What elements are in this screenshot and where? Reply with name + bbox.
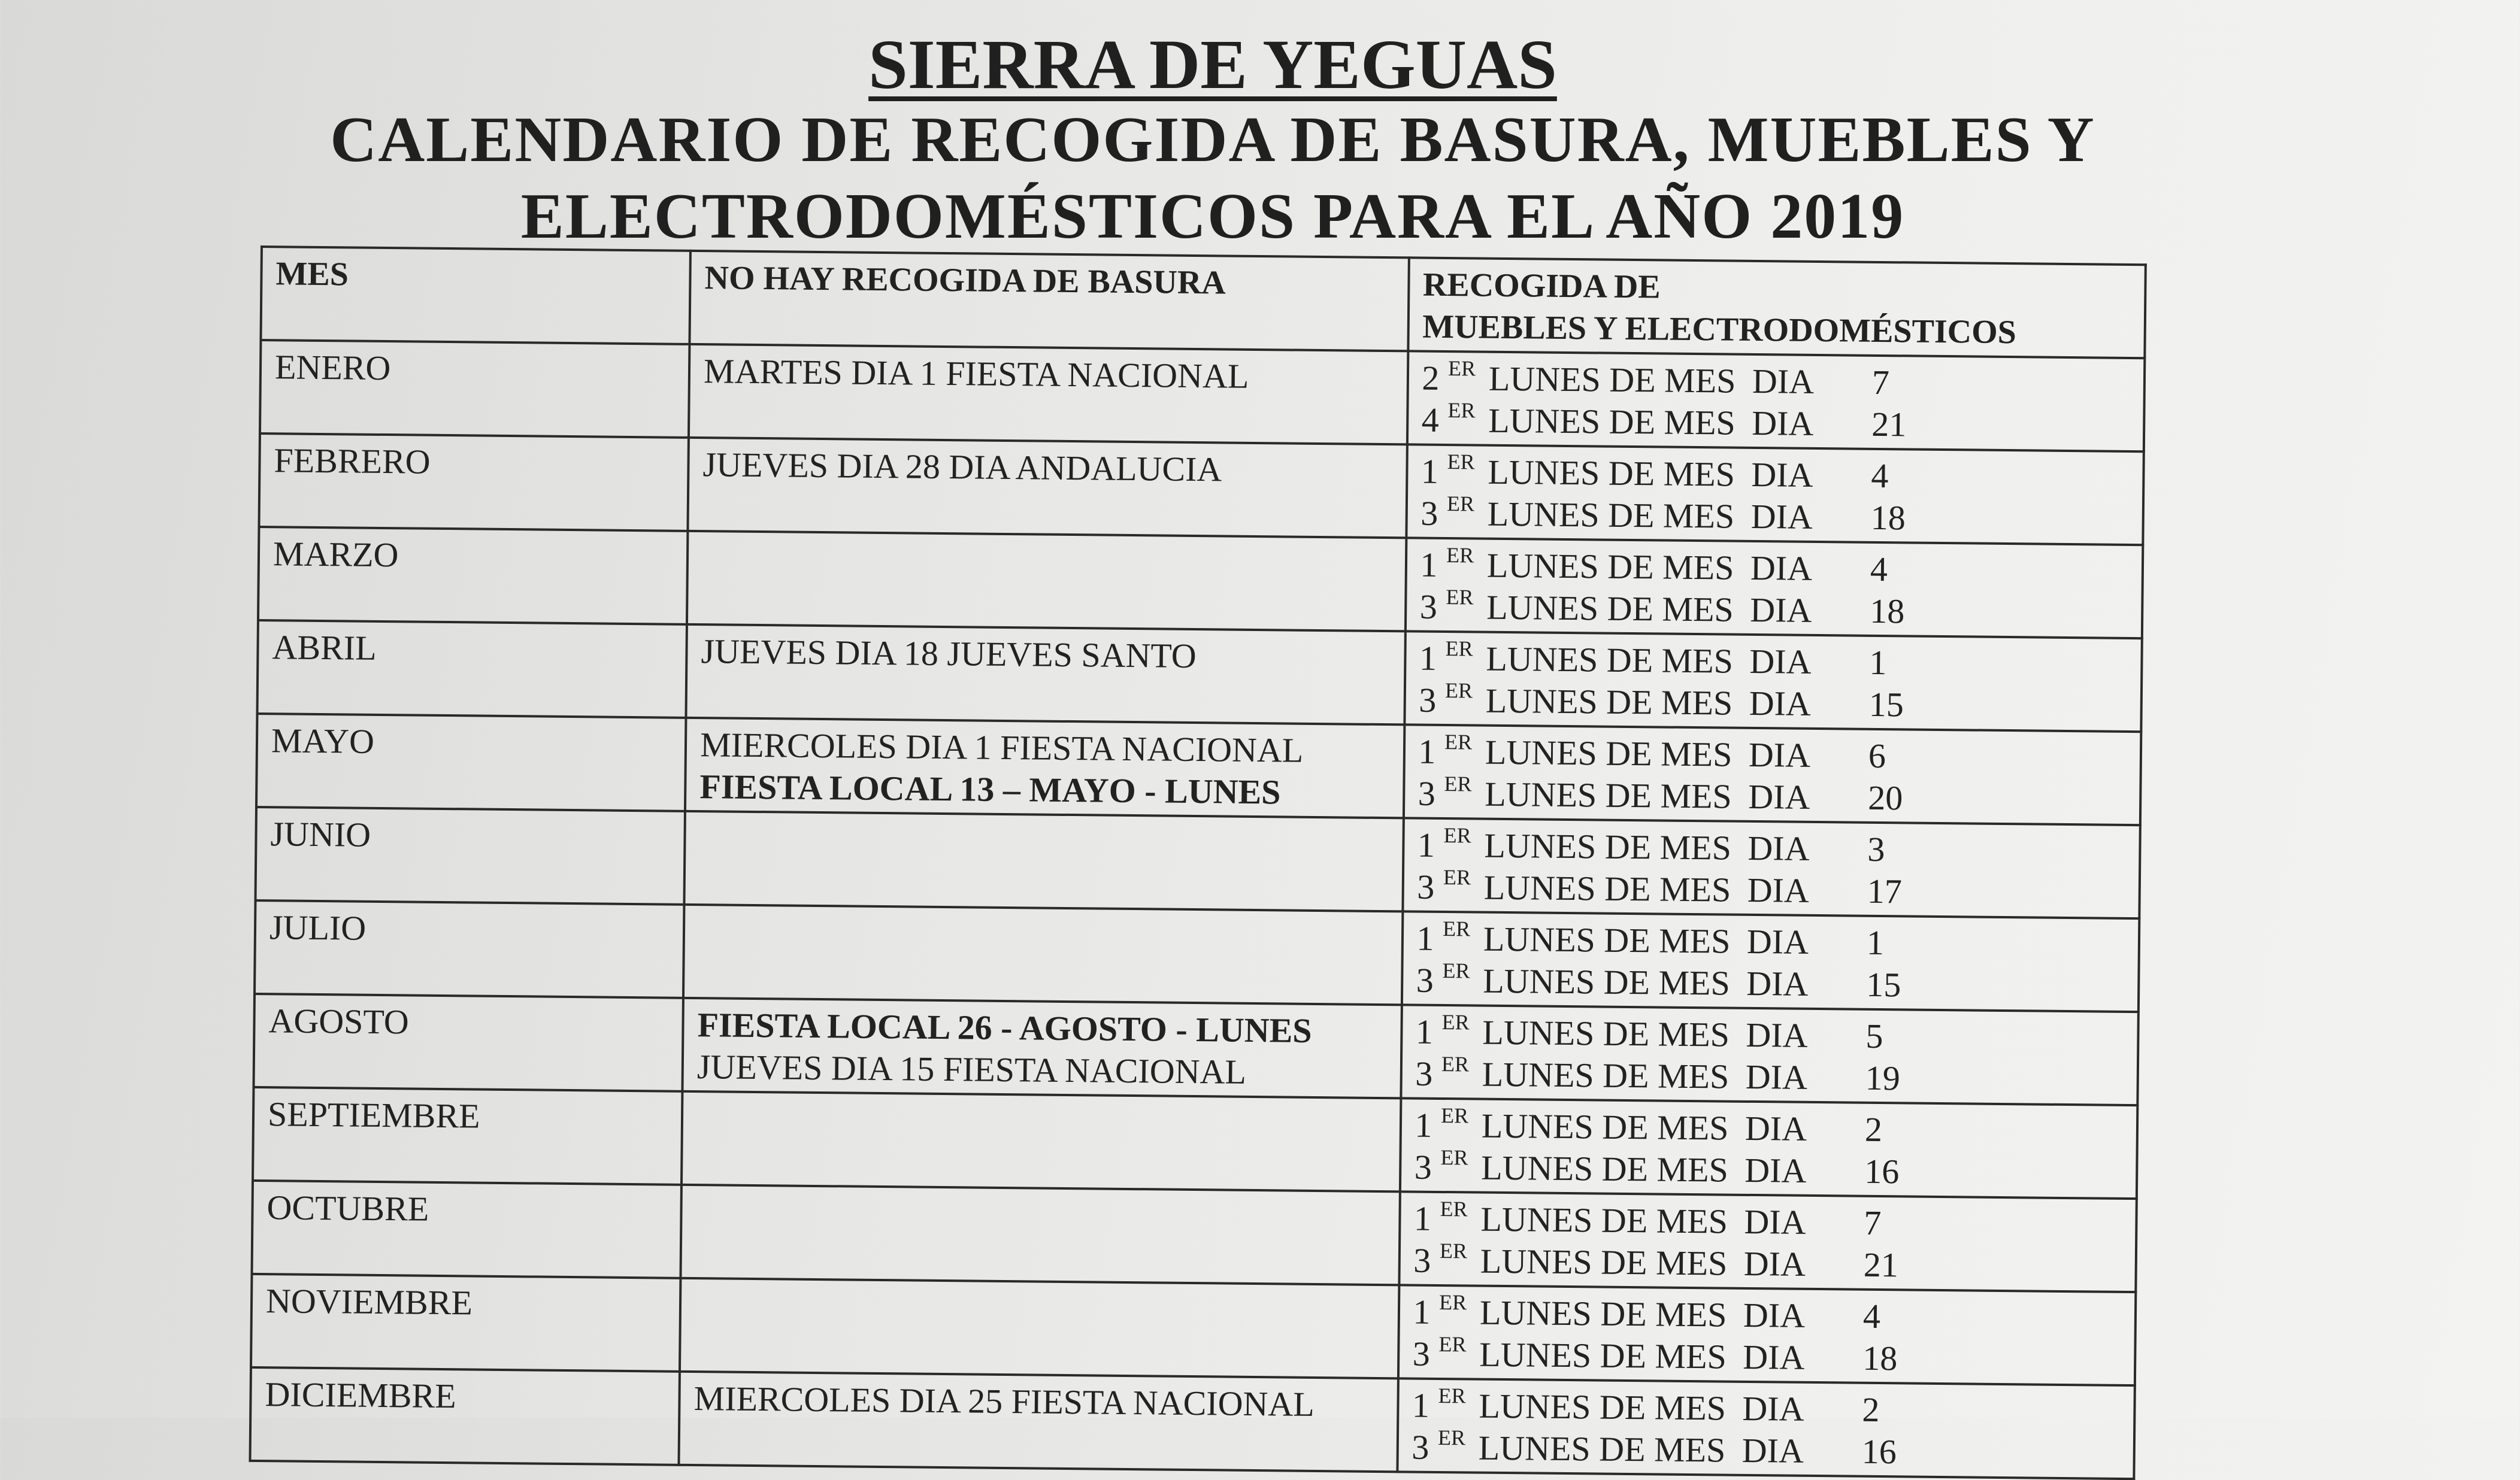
- holiday-note: JUEVES DIA 15 FIESTA NACIONAL: [696, 1047, 1247, 1091]
- pickup-line: [1418, 731, 2128, 780]
- month-name: MAYO: [271, 721, 375, 761]
- pickup-label: LUNES DE MES: [1483, 919, 1731, 961]
- pickup-day-number: 7: [1871, 362, 1890, 402]
- pickup-ordinal-number: 1: [1420, 451, 1439, 491]
- pickup-label: LUNES DE MES: [1488, 452, 1735, 494]
- pickup-label: LUNES DE MES: [1479, 1293, 1727, 1335]
- pickup-ordinal-suffix: ER: [1440, 1103, 1469, 1128]
- month-name: SEPTIEMBRE: [267, 1094, 480, 1136]
- pickup-ordinal-number: 3: [1418, 774, 1436, 813]
- pickup-ordinal: [1412, 1383, 1466, 1426]
- pickup-cell: [1403, 724, 2141, 825]
- pickup-dia-label: DIA: [1742, 1337, 1805, 1377]
- pickup-ordinal-number: 1: [1418, 732, 1436, 771]
- pickup-ordinal-number: 3: [1412, 1427, 1429, 1467]
- month-name: NOVIEMBRE: [265, 1281, 473, 1323]
- table-header-row: [261, 247, 2145, 358]
- table-row: [251, 1274, 2136, 1385]
- column-header-mes: [261, 247, 690, 344]
- pickup-ordinal: [1414, 1145, 1468, 1187]
- pickup-ordinal: [1415, 1051, 1470, 1094]
- pickup-line: [1416, 960, 2125, 1008]
- pickup-dia-label: DIA: [1751, 454, 1813, 495]
- pickup-dia-label: DIA: [1744, 1150, 1807, 1190]
- pickup-dia-label: DIA: [1744, 1108, 1807, 1148]
- table-row: [259, 433, 2143, 545]
- pickup-dia-label: DIA: [1749, 641, 1812, 681]
- pickup-ordinal-number: 1: [1412, 1385, 1430, 1425]
- pickup-day-number: 17: [1867, 871, 1903, 911]
- pickup-ordinal: [1419, 587, 1473, 627]
- pickup-line: [1413, 1240, 2123, 1288]
- month-name-cell: [259, 433, 689, 531]
- pickup-dia-label: DIA: [1746, 963, 1809, 1003]
- pickup-label: LUNES DE MES: [1479, 1335, 1727, 1376]
- month-name: JUNIO: [270, 814, 371, 854]
- pickup-label: LUNES DE MES: [1488, 401, 1736, 442]
- no-collection-cell: [688, 438, 1407, 538]
- pickup-line: [1419, 680, 2128, 728]
- column-header-mes-label: MES: [275, 255, 349, 293]
- pickup-ordinal-suffix: ER: [1437, 1425, 1466, 1450]
- pickup-dia-label: DIA: [1745, 1057, 1808, 1097]
- local-holiday-note: FIESTA LOCAL 26 - AGOSTO - LUNES: [697, 1005, 1312, 1050]
- month-name-cell: [257, 620, 687, 718]
- pickup-day-number: 21: [1863, 1245, 1899, 1285]
- pickup-ordinal-number: 1: [1417, 825, 1435, 865]
- pickup-ordinal-number: 1: [1413, 1199, 1432, 1238]
- pickup-ordinal-suffix: ER: [1442, 917, 1471, 941]
- pickup-line: [1415, 1105, 2124, 1153]
- holiday-note: JUEVES DIA 28 DIA ANDALUCIA: [702, 445, 1222, 489]
- pickup-ordinal-number: 4: [1421, 400, 1440, 439]
- pickup-day-number: 5: [1865, 1016, 1883, 1056]
- pickup-dia-label: DIA: [1752, 361, 1815, 401]
- pickup-label: LUNES DE MES: [1487, 494, 1735, 536]
- pickup-ordinal-suffix: ER: [1438, 1332, 1467, 1357]
- pickup-ordinal-suffix: ER: [1446, 492, 1475, 516]
- pickup-line: [1413, 1291, 2122, 1340]
- pickup-day-number: 18: [1869, 591, 1905, 631]
- pickup-day-number: 15: [1865, 965, 1901, 1005]
- pickup-ordinal-number: 3: [1412, 1334, 1431, 1373]
- pickup-ordinal: [1420, 494, 1474, 533]
- pickup-ordinal-suffix: ER: [1446, 585, 1474, 609]
- pickup-ordinal: [1416, 961, 1470, 1000]
- pickup-line: [1418, 773, 2127, 821]
- pickup-ordinal-suffix: ER: [1444, 730, 1473, 754]
- pickup-label: LUNES DE MES: [1482, 1012, 1730, 1054]
- pickup-ordinal: [1413, 1196, 1468, 1239]
- pickup-day-number: 19: [1865, 1058, 1901, 1098]
- pickup-line: [1419, 638, 2129, 686]
- pickup-day-number: 20: [1867, 778, 1903, 818]
- pickup-day-number: 6: [1868, 736, 1886, 776]
- month-name: DICIEMBRE: [265, 1375, 456, 1416]
- month-name: AGOSTO: [268, 1001, 410, 1042]
- pickup-ordinal-number: 3: [1413, 1241, 1431, 1280]
- table-row: [255, 900, 2139, 1012]
- pickup-line: [1412, 1385, 2122, 1433]
- pickup-ordinal: [1420, 545, 1474, 585]
- pickup-line: [1419, 586, 2129, 635]
- pickup-ordinal-number: 3: [1420, 493, 1438, 533]
- month-name: OCTUBRE: [266, 1188, 429, 1229]
- pickup-line: [1416, 918, 2126, 966]
- pickup-ordinal: [1419, 636, 1473, 678]
- table-row: [253, 1087, 2137, 1199]
- pickup-line: [1414, 1147, 2124, 1195]
- pickup-day-number: 4: [1871, 456, 1889, 496]
- pickup-label: LUNES DE MES: [1485, 774, 1732, 816]
- pickup-ordinal-suffix: ER: [1446, 543, 1474, 568]
- table-row: [250, 1367, 2135, 1479]
- pickup-ordinal-number: 1: [1419, 638, 1437, 678]
- month-name-cell: [260, 340, 690, 438]
- pickup-dia-label: DIA: [1742, 1388, 1804, 1429]
- pickup-dia-label: DIA: [1747, 777, 1810, 817]
- pickup-dia-label: DIA: [1744, 1202, 1806, 1242]
- pickup-label: LUNES DE MES: [1486, 639, 1734, 681]
- pickup-dia-label: DIA: [1743, 1244, 1806, 1284]
- pickup-dia-label: DIA: [1750, 496, 1813, 536]
- month-name-cell: [254, 994, 684, 1091]
- pickup-ordinal-number: 1: [1413, 1292, 1431, 1332]
- pickup-dia-label: DIA: [1748, 735, 1811, 775]
- pickup-day-number: 16: [1864, 1151, 1900, 1191]
- pickup-cell: [1407, 351, 2145, 451]
- table-row: [252, 1181, 2137, 1292]
- pickup-line: [1412, 1427, 2121, 1475]
- pickup-ordinal-suffix: ER: [1444, 678, 1473, 703]
- pickup-ordinal: [1413, 1290, 1467, 1332]
- pickup-dia-label: DIA: [1746, 921, 1809, 962]
- pickup-ordinal: [1418, 732, 1472, 772]
- pickup-day-number: 16: [1861, 1432, 1897, 1472]
- pickup-line: [1416, 1011, 2125, 1060]
- pickup-ordinal-number: 1: [1420, 545, 1438, 584]
- pickup-cell: [1399, 1191, 2137, 1292]
- pickup-cell: [1400, 1098, 2137, 1199]
- month-name-cell: [255, 807, 685, 905]
- no-collection-cell: [682, 1091, 1401, 1192]
- pickup-ordinal-suffix: ER: [1443, 823, 1471, 848]
- pickup-ordinal-suffix: ER: [1447, 356, 1476, 381]
- pickup-ordinal: [1421, 398, 1476, 440]
- pickup-ordinal-suffix: ER: [1440, 1145, 1468, 1170]
- pickup-cell: [1398, 1285, 2136, 1385]
- pickup-ordinal-number: 1: [1415, 1012, 1434, 1051]
- month-name-cell: [258, 527, 688, 624]
- pickup-cell: [1403, 818, 2140, 918]
- pickup-ordinal: [1418, 678, 1473, 720]
- pickup-ordinal-suffix: ER: [1439, 1238, 1468, 1263]
- table-row: [258, 527, 2143, 638]
- table-row: [257, 620, 2142, 732]
- pickup-ordinal-suffix: ER: [1445, 636, 1473, 661]
- pickup-day-number: 4: [1862, 1296, 1881, 1336]
- pickup-ordinal: [1422, 356, 1476, 398]
- pickup-cell: [1405, 538, 2143, 638]
- pickup-ordinal-suffix: ER: [1447, 398, 1476, 423]
- pickup-day-number: 1: [1866, 923, 1885, 963]
- pickup-label: LUNES DE MES: [1488, 359, 1736, 401]
- no-collection-cell: [686, 624, 1406, 725]
- month-name-cell: [256, 714, 686, 811]
- column-header-no-recogida-label: NO HAY RECOGIDA DE BASURA: [704, 259, 1226, 302]
- pickup-ordinal-number: 1: [1416, 918, 1434, 958]
- pickup-ordinal-number: 1: [1415, 1105, 1432, 1145]
- month-name: ABRIL: [272, 627, 377, 668]
- pickup-dia-label: DIA: [1750, 548, 1813, 588]
- pickup-label: LUNES DE MES: [1486, 545, 1734, 587]
- pickup-line: [1417, 866, 2127, 915]
- month-name: JULIO: [269, 908, 367, 948]
- table-row: [255, 807, 2140, 918]
- pickup-dia-label: DIA: [1741, 1430, 1804, 1470]
- pickup-line: [1418, 824, 2127, 873]
- pickup-ordinal-number: 3: [1416, 867, 1435, 906]
- month-name-cell: [253, 1087, 683, 1185]
- pickup-label: LUNES DE MES: [1485, 732, 1732, 774]
- pickup-ordinal: [1415, 1103, 1469, 1145]
- pickup-ordinal-suffix: ER: [1440, 1196, 1468, 1221]
- holiday-note: MARTES DIA 1 FIESTA NACIONAL: [703, 351, 1249, 396]
- pickup-label: LUNES DE MES: [1482, 1054, 1730, 1096]
- pickup-dia-label: DIA: [1747, 870, 1810, 910]
- pickup-dia-label: DIA: [1747, 828, 1810, 868]
- pickup-label: LUNES DE MES: [1483, 961, 1731, 1003]
- pickup-label: LUNES DE MES: [1484, 826, 1732, 868]
- pickup-label: LUNES DE MES: [1481, 1148, 1729, 1190]
- pickup-ordinal-suffix: ER: [1444, 772, 1472, 796]
- table-row: [254, 994, 2139, 1105]
- pickup-ordinal-suffix: ER: [1438, 1290, 1467, 1315]
- pickup-ordinal: [1413, 1238, 1468, 1281]
- pickup-ordinal: [1416, 919, 1470, 959]
- pickup-label: LUNES DE MES: [1479, 1386, 1727, 1428]
- holiday-note: JUEVES DIA 18 JUEVES SANTO: [701, 632, 1197, 676]
- pickup-day-number: 2: [1862, 1390, 1880, 1430]
- holiday-note: MIERCOLES DIA 1 FIESTA NACIONAL: [699, 725, 1304, 770]
- month-name: FEBRERO: [274, 441, 431, 481]
- pickup-label: LUNES DE MES: [1480, 1241, 1728, 1283]
- no-collection-cell: [679, 1372, 1398, 1472]
- pickup-ordinal: [1412, 1425, 1466, 1467]
- no-collection-cell: [687, 531, 1406, 632]
- pickup-label: LUNES DE MES: [1483, 868, 1731, 909]
- pickup-ordinal: [1417, 823, 1471, 865]
- column-header-no-recogida: [690, 251, 1409, 351]
- pickup-ordinal: [1421, 452, 1475, 492]
- pickup-line: [1421, 399, 2131, 448]
- pickup-label: LUNES DE MES: [1486, 587, 1734, 629]
- pickup-ordinal: [1418, 774, 1471, 814]
- pickup-label: LUNES DE MES: [1480, 1199, 1728, 1241]
- pickup-label: LUNES DE MES: [1485, 681, 1733, 723]
- month-name-cell: [250, 1367, 680, 1465]
- local-holiday-note: FIESTA LOCAL 13 – MAYO - LUNES: [699, 767, 1281, 812]
- table-body: [250, 340, 2145, 1479]
- pickup-dia-label: DIA: [1743, 1295, 1806, 1335]
- pickup-day-number: 2: [1864, 1109, 1883, 1150]
- no-collection-cell: [683, 998, 1402, 1099]
- pickup-ordinal-suffix: ER: [1441, 1009, 1470, 1035]
- pickup-ordinal-suffix: ER: [1441, 1051, 1470, 1076]
- pickup-line: [1415, 1053, 2125, 1102]
- pickup-ordinal-number: 3: [1416, 960, 1434, 1000]
- document-title-line-2: ELECTRODOMÉSTICOS PARA EL AÑO 2019: [520, 181, 1905, 252]
- pickup-ordinal-suffix: ER: [1447, 450, 1475, 474]
- pickup-line: [1412, 1333, 2122, 1382]
- pickup-day-number: 1: [1869, 642, 1887, 683]
- pickup-day-number: 7: [1864, 1203, 1882, 1243]
- pickup-ordinal-suffix: ER: [1438, 1383, 1466, 1408]
- pickup-line: [1422, 357, 2131, 406]
- pickup-dia-label: DIA: [1751, 403, 1814, 443]
- holiday-note: MIERCOLES DIA 25 FIESTA NACIONAL: [693, 1379, 1315, 1424]
- column-header-recogida: [1408, 257, 2146, 358]
- pickup-ordinal-number: 3: [1414, 1147, 1432, 1187]
- month-name-cell: [252, 1181, 682, 1278]
- pickup-line: [1420, 493, 2130, 541]
- pickup-ordinal-number: 3: [1418, 680, 1437, 720]
- pickup-ordinal: [1415, 1009, 1470, 1052]
- pickup-label: LUNES DE MES: [1481, 1106, 1729, 1148]
- collection-calendar-table: [249, 245, 2146, 1480]
- no-collection-cell: [681, 1185, 1400, 1285]
- column-header-recogida-line-1: RECOGIDA DE: [1422, 266, 1661, 306]
- pickup-day-number: 18: [1870, 498, 1906, 538]
- month-name: MARZO: [272, 534, 399, 575]
- pickup-cell: [1401, 1005, 2139, 1105]
- table-row: [256, 714, 2141, 825]
- pickup-line: [1420, 544, 2130, 593]
- pickup-line: [1414, 1198, 2124, 1247]
- pickup-label: LUNES DE MES: [1478, 1428, 1726, 1470]
- pickup-cell: [1401, 911, 2139, 1012]
- pickup-cell: [1406, 444, 2144, 545]
- table-row: [260, 340, 2145, 451]
- pickup-ordinal-number: 3: [1415, 1054, 1433, 1093]
- month-name-cell: [251, 1274, 681, 1372]
- pickup-day-number: 18: [1862, 1338, 1898, 1378]
- pickup-day-number: 3: [1867, 829, 1885, 869]
- month-name: ENERO: [274, 347, 391, 388]
- document-title-line-1: CALENDARIO DE RECOGIDA DE BASURA, MUEBLES Y: [330, 104, 2095, 175]
- town-title: SIERRA DE YEGUAS: [868, 25, 1557, 104]
- pickup-ordinal-number: 3: [1419, 587, 1438, 626]
- column-header-recogida-line-2: MUEBLES Y ELECTRODOMÉSTICOS: [1422, 308, 2017, 351]
- no-collection-cell: [684, 811, 1404, 912]
- month-name-cell: [255, 900, 684, 998]
- no-collection-cell: [689, 344, 1408, 445]
- pickup-dia-label: DIA: [1746, 1015, 1808, 1055]
- pickup-ordinal-suffix: ER: [1442, 959, 1470, 983]
- no-collection-cell: [683, 905, 1403, 1005]
- pickup-cell: [1397, 1378, 2135, 1479]
- pickup-ordinal-suffix: ER: [1443, 865, 1471, 890]
- pickup-ordinal: [1416, 865, 1471, 907]
- pickup-ordinal-number: 2: [1422, 358, 1440, 398]
- pickup-dia-label: DIA: [1749, 683, 1812, 723]
- pickup-cell: [1404, 631, 2142, 732]
- pickup-dia-label: DIA: [1749, 590, 1812, 630]
- pickup-line: [1421, 451, 2131, 499]
- pickup-day-number: 4: [1870, 549, 1888, 589]
- pickup-ordinal: [1412, 1332, 1467, 1374]
- no-collection-cell: [685, 718, 1404, 818]
- no-collection-cell: [680, 1278, 1399, 1379]
- pickup-day-number: 15: [1868, 684, 1904, 724]
- pickup-day-number: 21: [1871, 404, 1907, 444]
